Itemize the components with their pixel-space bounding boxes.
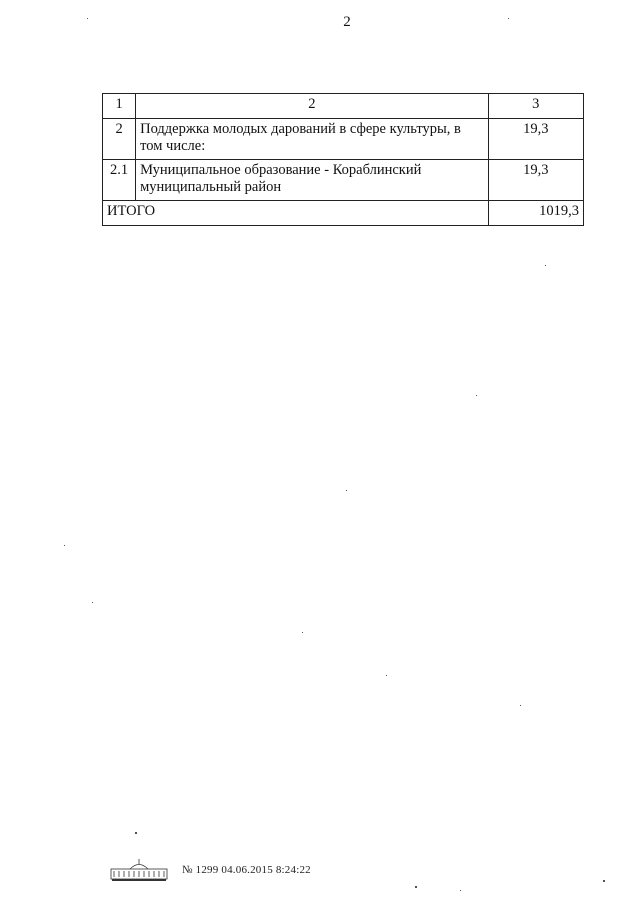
scan-speck (520, 705, 521, 706)
table-row (103, 160, 584, 201)
header-cell-3: 3 (488, 94, 583, 119)
building-logo-icon (110, 858, 168, 882)
total-value: 1019,3 (488, 201, 583, 226)
row-number: 2.1 (103, 160, 136, 201)
page-number: 2 (343, 14, 351, 30)
row-name: Поддержка молодых дарований в сфере культуры, в том числе: (136, 119, 488, 160)
table-header-row (103, 94, 584, 119)
scan-speck (476, 395, 477, 396)
header-cell-2: 2 (136, 94, 488, 119)
scan-speck (92, 602, 93, 603)
header-cell-1: 1 (103, 94, 136, 119)
scan-speck (386, 675, 387, 676)
scan-speck (508, 18, 509, 19)
scan-speck (135, 832, 137, 834)
row-value: 19,3 (488, 160, 583, 201)
scan-speck (460, 890, 461, 891)
scan-speck (64, 545, 65, 546)
scan-speck (545, 265, 546, 266)
row-name: Муниципальное образование - Кораблинский муниципальный район (136, 160, 488, 201)
scan-speck (603, 880, 605, 882)
scan-speck (302, 632, 303, 633)
table-row (103, 119, 584, 160)
total-label: ИТОГО (103, 201, 489, 226)
row-number: 2 (103, 119, 136, 160)
scan-speck (87, 18, 88, 19)
registration-number: № 1299 04.06.2015 8:24:22 (182, 864, 311, 876)
total-row (103, 201, 584, 226)
budget-table (102, 93, 584, 226)
row-value: 19,3 (488, 119, 583, 160)
scan-speck (346, 490, 347, 491)
scan-speck (415, 886, 417, 888)
footer-registration (110, 858, 311, 882)
